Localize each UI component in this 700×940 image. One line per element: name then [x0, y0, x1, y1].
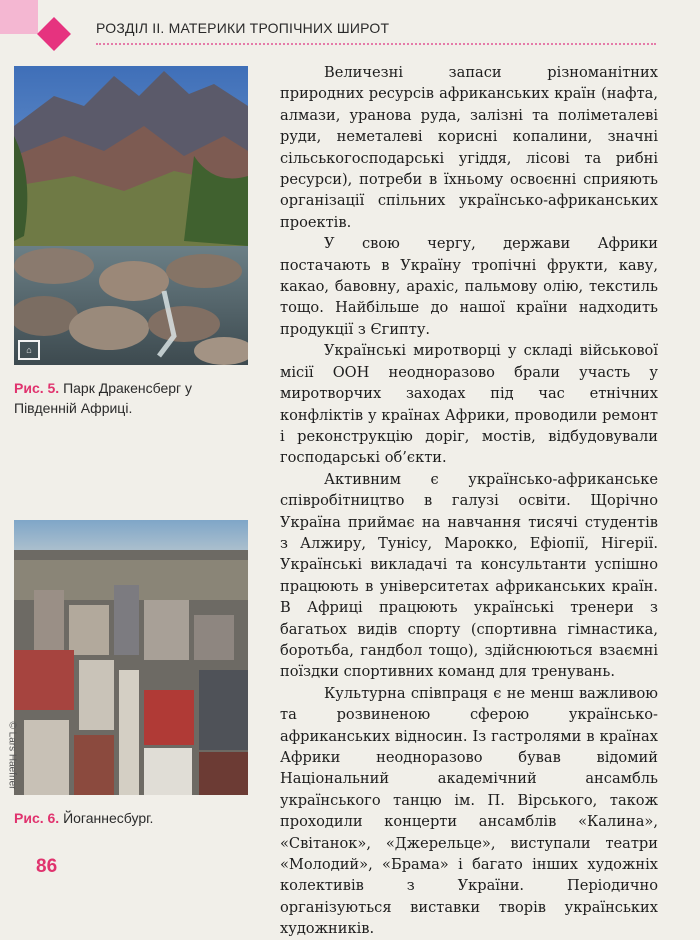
header-rule [96, 43, 656, 45]
paragraph: Величезні запаси різноманітних природних ресурсів африканських країн (нафта, алмази, уранова руда, залізні та поліметалеві руди, неметалеві корисні копалини, значні сільськогосподарські угіддя, лісові та рибні ресурси), потреби в їхньому освоєнні сприяють організації спільних українсько-африканських проектів. [280, 64, 658, 231]
photo-credit: © Lars Haefner [6, 721, 18, 790]
figure-5-label: Рис. 5. [14, 380, 60, 396]
figure-6-text: Йоганнесбург. [59, 810, 154, 826]
figure-6-caption [14, 808, 250, 828]
figure-5-caption [14, 378, 250, 418]
page-number: 86 [36, 856, 58, 877]
paragraph: Українські миротворці у складі військової місії ООН неодноразово брали участь у миротворчих заходах під час етнічних конфліктів у країнах Африки, проводили ремонт і реконструкцію доріг, мостів, відбудовували господарські об’єкти. [280, 342, 658, 467]
paragraph: У свою чергу, держави Африки постачають в Україну тропічні фрукти, каву, какао, бавовну, арахіс, пальмову олію, текстиль тощо. Найбільше до нашої країни надходить продукції з Єгипту. [280, 235, 658, 338]
corner-tab [0, 0, 38, 34]
johannesburg-photo [14, 520, 248, 795]
figure-5-text: Парк Дракенсберг у Південній Африці. [14, 380, 193, 416]
unesco-logo-icon: ⌂ [18, 340, 40, 360]
paragraph: Активним є українсько-африканське співробітництво в галузі освіти. Щорічно Україна приймає на навчання тисячі студентів з Алжиру, Тунісу, Марокко, Ефіопії, Нігерії. Українські викладачі та консультанти успішно працюють в університетах африканських країн. В Африці працюють українські тренери з багатьох видів спорту (спортивна гімнастика, боротьба, гандбол тощо), здійснюються взаємні поїздки спортивних команд для тренувань. [280, 470, 658, 681]
figure-6-label: Рис. 6. [14, 810, 60, 826]
section-diamond-icon [37, 17, 71, 51]
section-title: РОЗДІЛ ІІ. МАТЕРИКИ ТРОПІЧНИХ ШИРОТ [96, 20, 390, 36]
body-text [280, 62, 658, 940]
drakensberg-photo [14, 66, 248, 365]
paragraph: Культурна співпраця є не менш важливою та розвиненою сферою українсько-африканських відносин. Із гастролями в країнах Африки неодноразово бував відомий Національний академічний ансамбль українського танцю ім. П. Вірського, також проходили концерти ансамблів «Калина», «Світанок», «Джерельце», виступали театри «Молодий», «Брама» і багато інших художніх колективів з України. Періодично організуються виставки творів українських художників. [280, 684, 658, 938]
